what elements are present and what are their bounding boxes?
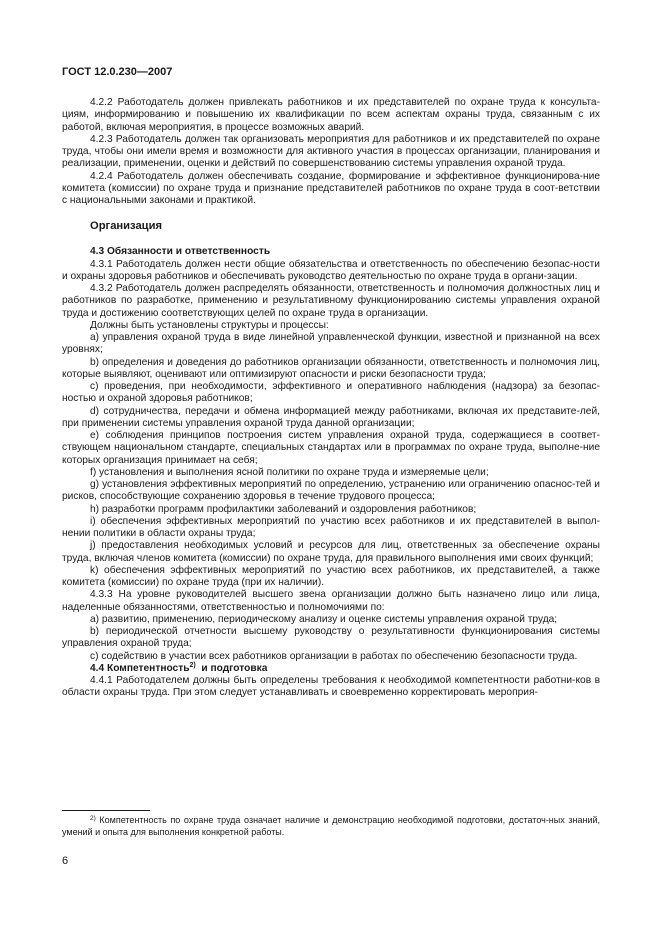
footnote-marker: 2) [90,815,96,822]
document-body [62,97,600,700]
list-item-g: g) установления эффективных мероприятий по определению, устранению или ограничению опаснос-тей и рисков, способствующие сохранению здоровья в течение трудового процесса; [62,479,600,503]
list-item-k: k) обеспечения эффективных мероприятий по участию всех работников, их представителей, а также комитета (комиссии) по охране труда (при их наличии). [62,564,600,588]
subsection-title-4-4-end: и подготовка [195,662,268,674]
paragraph-4-3-2: 4.3.2 Работодатель должен распределять обязанности, ответственность и полномочия должностных лиц и работников по разработке, применению и результативному функционированию системы управления охраной труда и достижению соответствующих целей по охране труда в организации. [62,283,600,319]
list-item-h: h) разработки программ профилактики заболеваний и оздоровления работников; [90,503,477,515]
list-item-f: f) установления и выполнения ясной политики по охране труда и измеряемые цели; [90,466,489,478]
list-item-a: a) управления охраной труда в виде линейной управленческой функции, известной и признанной на всех уровнях; [62,332,600,356]
list-item-e: e) соблюдения принципов построения систем управления охраной труда, содержащиеся в соответ-ствующем национальном стандарте, специальных стандартах или в программах по охране труда, выполне-ние которых организация принимает на себя; [62,430,600,466]
list-item-b-2: b) периодической отчетности высшему руководству о результативности функционирования системы управления охраной труда; [62,626,600,650]
list-item-c: c) проведения, при необходимости, эффективного и оперативного наблюдения (надзора) за безопас-ностью и охраной здоровья работников; [62,381,600,405]
list-item-d: d) сотрудничества, передачи и обмена информацией между работниками, включая их представите-лей, при применении системы управления охраной труда данной организации; [62,405,600,429]
document-header: ГОСТ 12.0.230—2007 [62,66,173,78]
list-item-b: b) определения и доведения до работников организации обязанности, ответственность и полномочия лиц, которые выявляют, оценивают или оптимизируют опасности и риски безопасности труда; [62,356,600,380]
footnote-ref-2: 2) [189,661,196,669]
subsection-title-4-3: 4.3 Обязанности и ответственность [90,246,271,258]
paragraph-4-3-3: 4.3.3 На уровне руководителей высшего звена организации должно быть назначено лицо или лица, наделенные обязанностями, ответственностью и полномочиями по: [62,589,600,613]
paragraph-4-2-2: 4.2.2 Работодатель должен привлекать работников и их представителей по охране труда к консульта-циям, информированию и повышению их квалификации по всем аспектам охраны труда, связанным с их работой, включая мероприятия, в процессе возможных аварий. [62,97,600,133]
list-item-j: j) предоставления необходимых условий и ресурсов для лиц, ответственных за обеспечение охраны труда, включая членов комитета (комиссии) по охране труда, для правильного выполнения ими своих функций; [62,540,600,564]
paragraph-4-4-1: 4.4.1 Работодателем должны быть определены требования к необходимой компетентности работни-ков в области охраны труда. При этом следует устанавливать и своевременно корректировать мероприя- [62,675,600,699]
page-number: 6 [62,855,69,867]
subsection-title-4-4-start: 4.4 Компетентность [90,662,190,674]
subsection-title-4-4 [90,663,600,675]
paragraph-4-3-1: 4.3.1 Работодатель должен нести общие обязательства и ответственность по обеспечению безопас-ности и охраны здоровья работников и обеспечивать руководство деятельностью по охране труда в органи-зации. [62,258,600,282]
footnote [62,814,600,838]
paragraph-4-2-3: 4.2.3 Работодатель должен так организовать мероприятия для работников и их представителей по охране труда, чтобы они имели время и возможности для активного участия в процессах организации, планирования и реализации, применении, оценки и действий по совершенствованию системы управления охраной труда. [62,133,600,170]
paragraph-structures-intro: Должны быть установлены структуры и процессы: [90,319,329,331]
footnote-text: Компетентность по охране труда означает наличие и демонстрацию необходимой подготовки, достаточ-ных знаний, умений и опыта для выполнения конкретной работы. [62,815,600,837]
section-title-organization: Организация [90,220,162,233]
list-item-c-2: c) содействию в участии всех работников организации в работах по обеспечению безопасности труда. [90,650,578,662]
list-item-i: i) обеспечения эффективных мероприятий по участию всех работников и их представителей в выпол-нении политики в области охраны труда; [62,515,600,539]
paragraph-4-2-4: 4.2.4 Работодатель должен обеспечивать создание, формирование и эффективное функционирова-ние комитета (комиссии) по охране труда и признание представителей работников по охране труда в соот-ветствии с национальными законами и практикой. [62,170,600,206]
list-item-a-2: a) развитию, применению, периодическому анализу и оценке системы управления охраной труда; [90,613,558,625]
footnote-divider [62,810,150,811]
